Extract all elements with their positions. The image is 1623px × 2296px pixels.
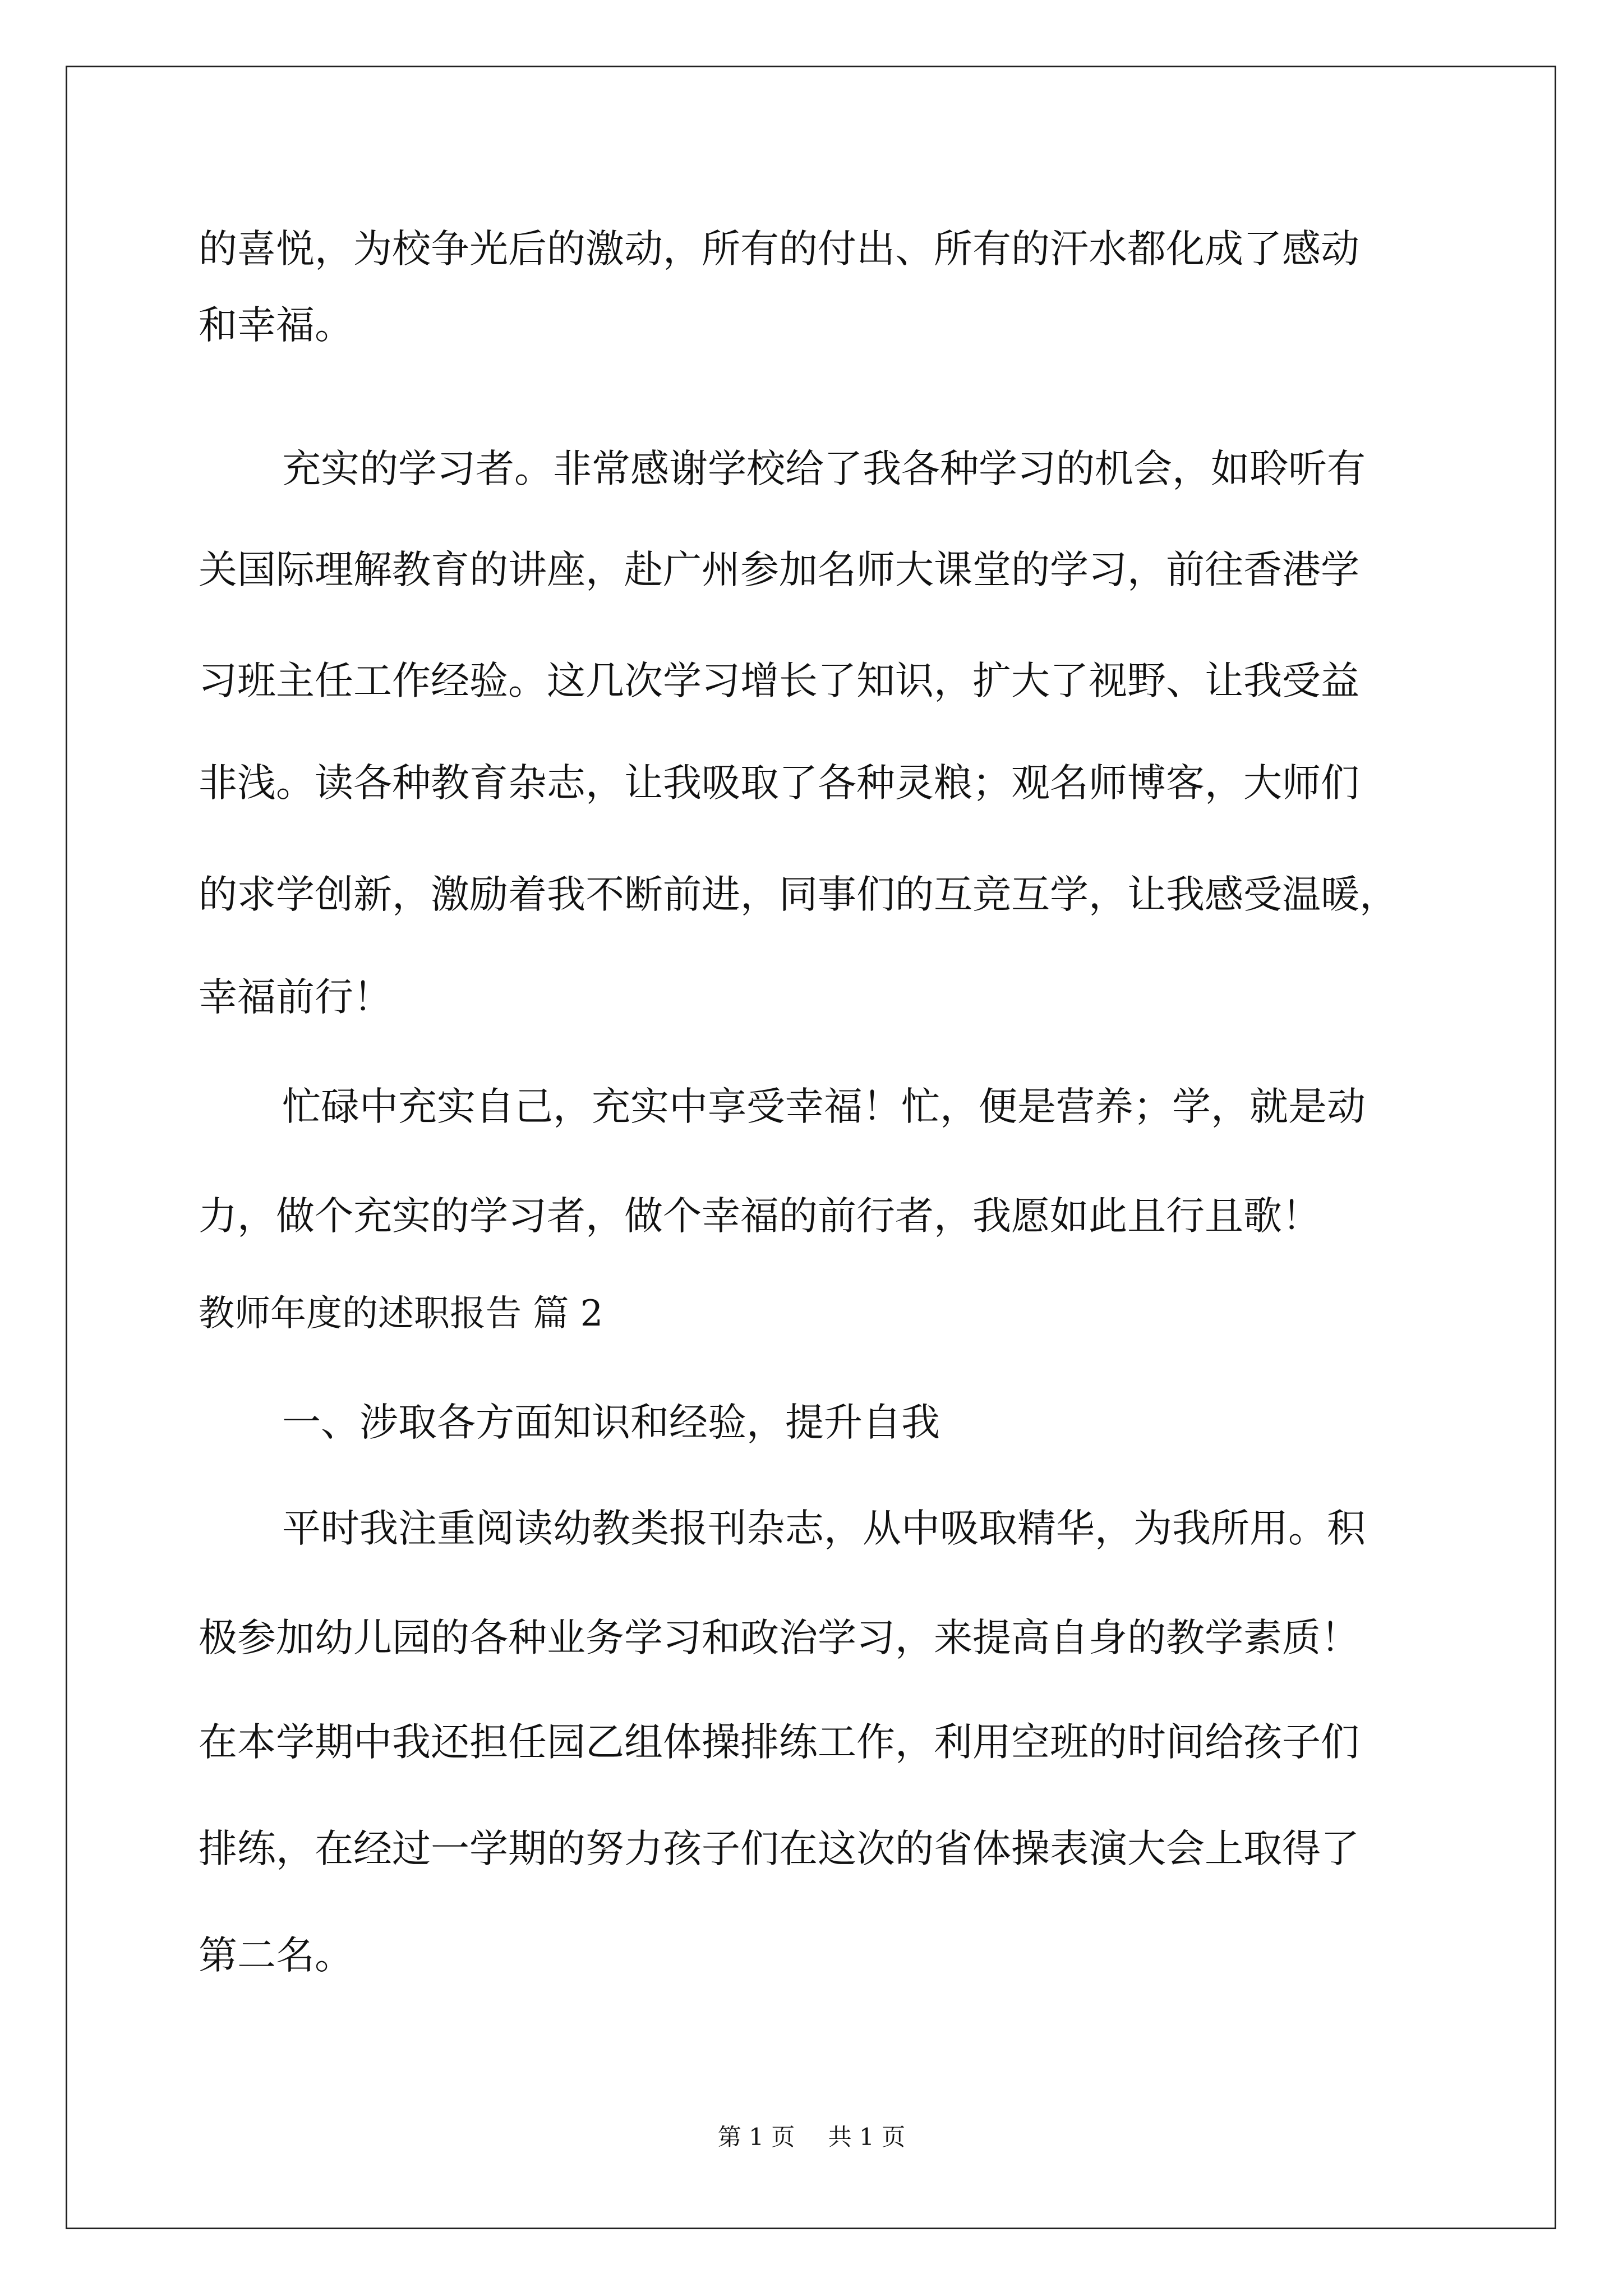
paragraph-first-line: 充实的学习者。非常感谢学校给了我各种学习的机会，如聆听有: [282, 447, 1366, 491]
body-text-line: 的求学创新，激励着我不断前进，同事们的互竞互学，让我感受温暖，: [199, 872, 1398, 917]
page-border: [66, 66, 1556, 2229]
body-text-line: 关国际理解教育的讲座，赴广州参加名师大课堂的学习，前往香港学: [199, 547, 1359, 592]
page-footer: [0, 2123, 1623, 2151]
body-text-line: 和幸福。: [199, 303, 353, 348]
body-text-line: 第二名。: [199, 1933, 353, 1978]
paragraph-first-line: 忙碌中充实自己，充实中享受幸福！忙，便是营养；学，就是动: [282, 1084, 1366, 1129]
body-text-line: 的喜悦，为校争光后的激动，所有的付出、所有的汗水都化成了感动: [199, 227, 1359, 272]
page-total: 共 1 页: [828, 2123, 906, 2151]
paragraph-first-line: 平时我注重阅读幼教类报刊杂志，从中吸取精华，为我所用。积: [282, 1506, 1366, 1551]
body-text-line: 极参加幼儿园的各种业务学习和政治学习，来提高自身的教学素质！: [199, 1616, 1359, 1660]
page-number: 第 1 页: [717, 2123, 795, 2151]
body-text-line: 幸福前行！: [199, 975, 392, 1020]
body-text-line: 习班主任工作经验。这几次学习增长了知识，扩大了视野、让我受益: [199, 659, 1359, 703]
body-text-line: 在本学期中我还担任园乙组体操排练工作，利用空班的时间给孩子们: [199, 1720, 1359, 1765]
paragraph-first-line: 一、涉取各方面知识和经验，提升自我: [282, 1400, 940, 1445]
body-text-line: 非浅。读各种教育杂志，让我吸取了各种灵粮；观名师博客，大师们: [199, 761, 1359, 806]
body-text-line: 排练，在经过一学期的努力孩子们在这次的省体操表演大会上取得了: [199, 1826, 1359, 1871]
body-text-line: 力，做个充实的学习者，做个幸福的前行者，我愿如此且行且歌！: [199, 1194, 1321, 1239]
section-heading: 教师年度的述职报告 篇 2: [199, 1293, 603, 1335]
